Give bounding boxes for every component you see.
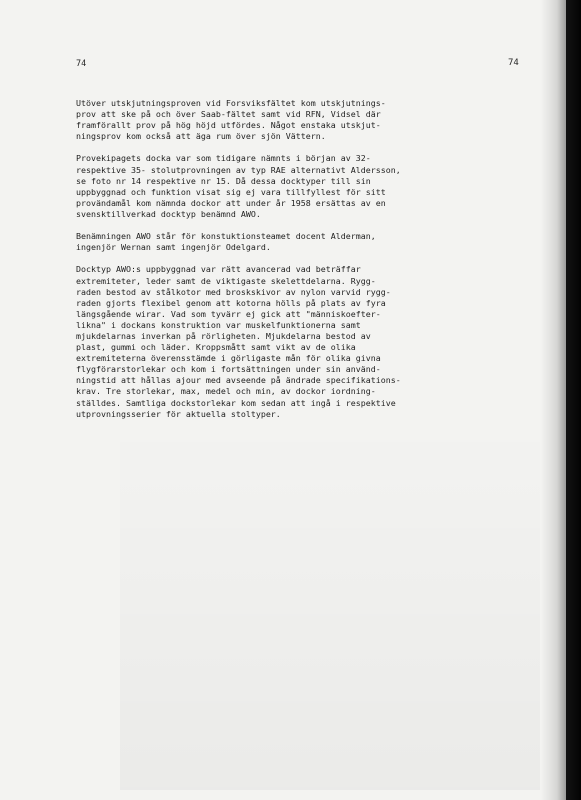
text-line: flygförarstorlekar och kom i fortsättningen under sin använd-: [76, 364, 381, 375]
book-spine-shadow: [541, 0, 581, 800]
text-line: raden gjorts flexibel genom att kotorna hölls på plats av fyra: [76, 297, 386, 308]
text-line: ningstid att hållas ajour med avseende på ändrade specifikations-: [76, 375, 401, 386]
text-line: utprovningsserier för aktuella stoltyper.: [76, 408, 281, 419]
text-line: Benämningen AWO står för konstuktionsteamet docent Alderman,: [76, 231, 376, 242]
text-line: Provekipagets docka var som tidigare nämnts i början av 32-: [76, 153, 371, 164]
paragraph-2: [76, 153, 516, 220]
text-line: extremiteterna överensstämde i görligaste mån för olika givna: [76, 353, 381, 364]
text-line: ningsprov kom också att äga rum över sjön Vättern.: [76, 131, 326, 142]
page-number-left: 74: [76, 59, 87, 69]
text-line: ställdes. Samtliga dockstorlekar kom sedan att ingå i respektive: [76, 397, 396, 408]
text-line: provändamål kom nämnda dockor att under år 1958 ersättas av en: [76, 197, 386, 208]
page-number-right: 74: [508, 58, 519, 68]
text-line: se foto nr 14 respektive nr 15. Då dessa docktyper till sin: [76, 175, 371, 186]
paragraph-4: [76, 264, 516, 419]
paragraph-3: [76, 231, 516, 253]
page-shading: [120, 420, 540, 790]
text-line: Docktyp AWO:s uppbyggnad var rätt avancerad vad beträffar: [76, 264, 361, 275]
text-line: ingenjör Wernan samt ingenjör Odelgard.: [76, 242, 271, 253]
text-line: svensktillverkad docktyp benämnd AWO.: [76, 208, 261, 219]
text-line: plast, gummi och läder. Kroppsmått samt vikt av de olika: [76, 342, 356, 353]
text-line: prov att ske på och över Saab-fältet samt vid RFN, Vidsel där: [76, 109, 381, 120]
text-line: likna" i dockans konstruktion var muskelfunktionerna samt: [76, 319, 361, 330]
text-line: raden bestod av stålkotor med broskskivor av nylon varvid rygg-: [76, 286, 391, 297]
text-line: mjukdelarnas inverkan på rörligheten. Mjukdelarna bestod av: [76, 330, 371, 341]
paragraph-1: [76, 98, 516, 142]
text-line: uppbyggnad och funktion visat sig ej vara tillfyllest för sitt: [76, 186, 386, 197]
text-line: framförallt prov på hög höjd utfördes. Något enstaka utskjut-: [76, 120, 381, 131]
body-text: [76, 98, 516, 431]
text-line: respektive 35- stolutprovningen av typ RAE alternativt Aldersson,: [76, 164, 401, 175]
text-line: längsgående wirar. Vad som tyvärr ej gick att "människoefter-: [76, 308, 381, 319]
text-line: Utöver utskjutningsproven vid Forsviksfältet kom utskjutnings-: [76, 98, 386, 108]
text-line: extremiteter, leder samt de viktigaste skelettdelarna. Rygg-: [76, 275, 376, 286]
text-line: krav. Tre storlekar, max, medel och min, av dockor iordning-: [76, 386, 376, 397]
